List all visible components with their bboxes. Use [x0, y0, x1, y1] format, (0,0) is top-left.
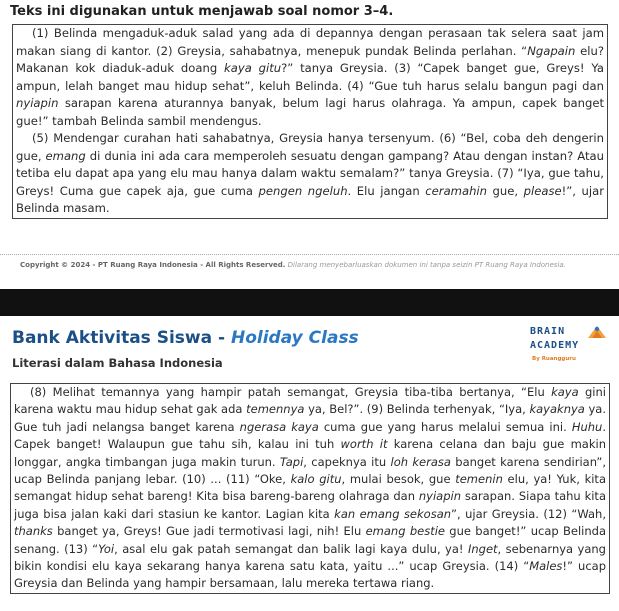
italic-run: nyiapin	[418, 489, 461, 504]
text-run: , capeknya itu	[303, 454, 391, 469]
italic-run: emang	[45, 148, 86, 163]
paragraph-3	[11, 384, 609, 593]
italic-run: kan emang sekosan	[334, 506, 452, 521]
text-run: (1) Belinda mengaduk-aduk salad yang ada di depannya dengan perasaan tak selera saat jam makan siang di kantor. (2) Greysia, sahabatnya, menepuk pundak Belinda perlahan. “	[16, 26, 604, 58]
instruction-text: Teks ini digunakan untuk menjawab soal nomor 3–4.	[10, 4, 394, 19]
text-run: sarapan karena aturannya banyak, belum lagi harus olahraga. Ya ampun, capek banget gue!” tambah Belinda sambil mendengus.	[16, 96, 604, 128]
passage-box-2	[10, 383, 610, 594]
page-header	[0, 316, 619, 378]
italic-run: Huhu	[571, 419, 603, 434]
copyright-footer	[0, 254, 619, 274]
page-title	[12, 328, 359, 348]
text-run: banget karena sendirian”, ucap Belinda panjang lebar. (10) ... (11) “Oke,	[14, 454, 606, 487]
italic-run: please	[523, 183, 562, 198]
italic-run: Ngapain	[527, 43, 576, 58]
text-run: . Capek banget! Walaupun gue tahu sih, kalau ini tuh	[14, 419, 606, 452]
italic-run: temennya	[246, 402, 305, 417]
text-run: banget ya, Greys! Gue jadi termotivasi lagi, nih! Elu	[52, 524, 366, 539]
text-run: ?” tanya Greysia. (3) “Capek banget gue, Greys! Ya ampun, lelah banget mau hidup sehat”, keluh Belinda. (4) “Gue tuh harus selalu bangun pagi dan	[16, 61, 604, 93]
logo-line-3: By Ruangguru	[532, 356, 576, 362]
italic-run: worth it	[340, 437, 388, 452]
text-run: di dunia ini ada cara memperoleh sesuatu dengan gampang? Atau dengan instan? Atau tetiba elu dapat apa yang elu mau hanya dalam waktu semalam?” tanya Greysia. (7) “Iya, gue tahu, Greys! Cuma gue capek aja, gue cuma	[16, 148, 604, 198]
title-accent: Holiday Class	[230, 328, 359, 348]
italic-run: ngerasa kaya	[239, 419, 319, 434]
italic-run: Tapi	[279, 454, 304, 469]
text-run: , sebenarnya yang bikin kondisi elu kaya sekarang hanya karena satu kata, yaitu ...” ucap Greysia. (14) “	[14, 541, 606, 574]
text-run: cuma gue yang harus melalui semua ini.	[318, 419, 572, 434]
text-run: ”, ujar Greysia. (12) “Wah,	[451, 506, 607, 521]
text-run: , mulai besok, gue	[341, 472, 456, 487]
brain-academy-logo	[530, 324, 610, 372]
italic-run: loh kerasa	[390, 454, 451, 469]
italic-run: nyiapin	[16, 96, 59, 110]
italic-run: Inget	[467, 541, 498, 556]
text-run: ya. Gue tuh jadi nelangsa banget karena	[14, 402, 607, 434]
text-run: (8) Melihat temannya yang hampir patah semangat, Greysia tiba-tiba bertanya, “Elu	[30, 385, 552, 399]
text-run: gini karena waktu mau hidup sehat gak ada	[14, 385, 606, 417]
logo-line-2: ACADEMY	[530, 340, 580, 351]
italic-run: temenin	[455, 472, 503, 487]
italic-run: ceramahin	[425, 183, 487, 198]
text-run: !”, ujar Belinda masam.	[16, 183, 604, 215]
text-run: karena celana dan baju gue makin longgar, angka timbangan juga makin turun.	[14, 437, 606, 469]
passage-box-1	[12, 24, 608, 219]
page-separator	[0, 289, 619, 316]
italic-run: emang bestie	[365, 524, 445, 539]
copyright-notice: Copyright © 2024 - PT Ruang Raya Indonesia - All Rights Reserved.	[20, 261, 286, 269]
italic-run: thanks	[14, 524, 53, 539]
text-run: elu? Makanan kok diaduk-aduk doang	[16, 43, 604, 75]
text-run: sarapan. Siapa tahu kita juga bisa jalan kaki dari stasiun ke kantor. Lagian kita	[14, 489, 606, 521]
italic-run: pengen ngeluh	[258, 183, 348, 198]
title-main: Bank Aktivitas Siswa -	[12, 328, 231, 348]
text-run: gue banget!” ucap Belinda senang. (13) “	[14, 524, 606, 556]
italic-run: kayaknya	[529, 402, 585, 417]
text-run: (5) Mendengar curahan hati sahabatnya, Greysia hanya tersenyum. (6) “Bel, coba deh dengerin gue,	[16, 131, 604, 163]
brain-logo-icon	[586, 324, 608, 342]
text-run: !” ucap Greysia dan Belinda yang hampir bersamaan, lalu mereka tertawa riang.	[14, 559, 606, 591]
paragraph-2	[13, 130, 607, 218]
italic-run: Males	[529, 559, 563, 574]
italic-run: kaya gitu	[224, 61, 282, 75]
page-subtitle: Literasi dalam Bahasa Indonesia	[12, 356, 223, 370]
text-run: ya, Bel?”. (9) Belinda terhenyak, “Iya,	[304, 402, 530, 417]
text-run: . Elu jangan	[347, 183, 426, 198]
text-run: , asal elu gak patah semangat dan balik lagi kaya dulu, ya!	[114, 541, 468, 556]
paragraph-1	[13, 25, 607, 130]
logo-line-1: BRAIN	[530, 326, 566, 337]
text-run: gue,	[487, 183, 524, 198]
text-run: elu, ya! Yuk, kita semangat hidup sehat bareng! Kita bisa bareng-bareng olahraga dan	[14, 472, 606, 504]
copyright-warning: Dilarang menyebarluaskan dokumen ini tanpa seizin PT Ruang Raya Indonesia.	[287, 261, 566, 269]
italic-run: Yoi	[98, 541, 115, 556]
italic-run: kalo gitu	[290, 472, 342, 487]
italic-run: kaya	[551, 385, 579, 399]
